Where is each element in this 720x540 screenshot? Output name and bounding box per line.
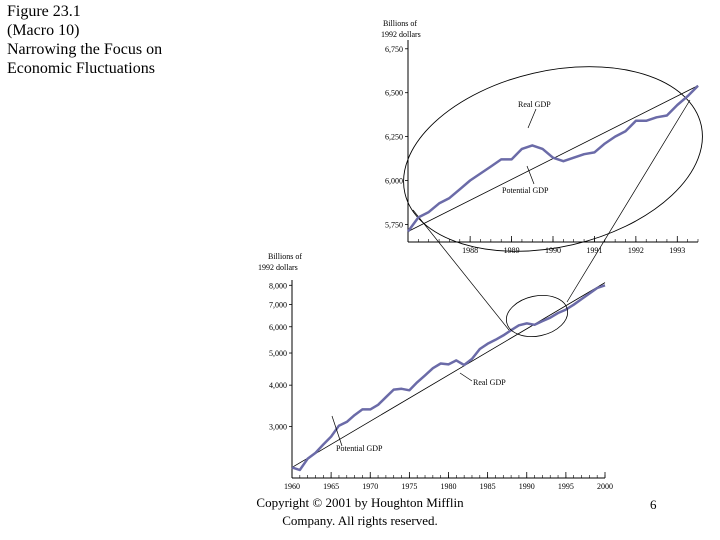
main-x-tick-label: 2000 [597, 482, 613, 491]
main-y-tick-label: 3,000 [269, 422, 287, 432]
inset-x-tick-label: 1992 [627, 246, 644, 255]
zoom-connector-left [413, 210, 509, 330]
inset-y-tick-label: 6,750 [385, 44, 403, 54]
inset-chart [381, 19, 720, 279]
main-ylabel-line-1: Billions of [268, 252, 303, 261]
main-y-tick-label: 7,000 [269, 300, 287, 310]
main-chart [258, 252, 613, 491]
main-y-tick-label: 6,000 [269, 322, 287, 332]
main-x-tick-label: 1985 [479, 482, 496, 491]
inset-ylabel-line-2: 1992 dollars [381, 30, 421, 39]
main-potential-gdp-leader [332, 416, 342, 446]
main-x-tick-label: 1975 [401, 482, 418, 491]
main-x-tick-label: 1990 [518, 482, 535, 491]
inset-x-ticks [408, 236, 698, 255]
title-line-2: (Macro 10) [7, 22, 80, 39]
main-x-tick-label: 1980 [440, 482, 457, 491]
main-y-tick-label: 4,000 [269, 381, 287, 391]
page-number: 6 [650, 497, 657, 512]
inset-x-tick-label: 1993 [669, 246, 686, 255]
main-x-ticks [284, 472, 613, 491]
main-potential-gdp-annotation: Potential GDP [336, 444, 383, 453]
inset-y-ticks [385, 45, 408, 230]
title-line-1: Figure 23.1 [7, 3, 81, 20]
copyright-notice: Copyright © 2001 by Houghton Mifflin Company. All rights reserved. [256, 495, 464, 528]
main-real-gdp-leader [460, 373, 472, 381]
inset-y-tick-label: 6,000 [385, 176, 403, 186]
inset-real-gdp-leader [528, 109, 536, 128]
main-x-tick-label: 1960 [284, 482, 300, 491]
inset-y-tick-label: 6,250 [385, 132, 403, 142]
zoom-connector-right [567, 100, 690, 302]
main-real-gdp-annotation: Real GDP [473, 378, 506, 387]
main-potential-gdp-line [292, 283, 605, 468]
inset-ylabel-line-1: Billions of [383, 19, 418, 28]
inset-y-tick-label: 5,750 [385, 220, 403, 230]
inset-potential-gdp-annotation: Potential GDP [502, 186, 549, 195]
inset-x-tick-label: 1991 [586, 246, 603, 255]
main-x-tick-label: 1970 [362, 482, 379, 491]
main-ylabel-line-2: 1992 dollars [258, 263, 298, 272]
inset-y-tick-label: 6,500 [385, 88, 403, 98]
title-line-3: Narrowing the Focus on [7, 41, 163, 58]
inset-x-tick-label: 1989 [503, 246, 520, 255]
main-y-ticks [269, 281, 292, 431]
inset-real-gdp-annotation: Real GDP [518, 100, 551, 109]
inset-x-tick-label: 1988 [462, 246, 479, 255]
main-y-tick-label: 5,000 [269, 349, 287, 359]
title-line-4: Economic Fluctuations [7, 60, 155, 77]
inset-x-tick-label: 1990 [545, 246, 561, 255]
main-y-tick-label: 8,000 [269, 281, 287, 291]
main-real-gdp-line [292, 285, 605, 470]
main-x-tick-label: 1965 [323, 482, 340, 491]
zoom-ellipse-small [503, 290, 572, 342]
main-x-tick-label: 1995 [557, 482, 574, 491]
